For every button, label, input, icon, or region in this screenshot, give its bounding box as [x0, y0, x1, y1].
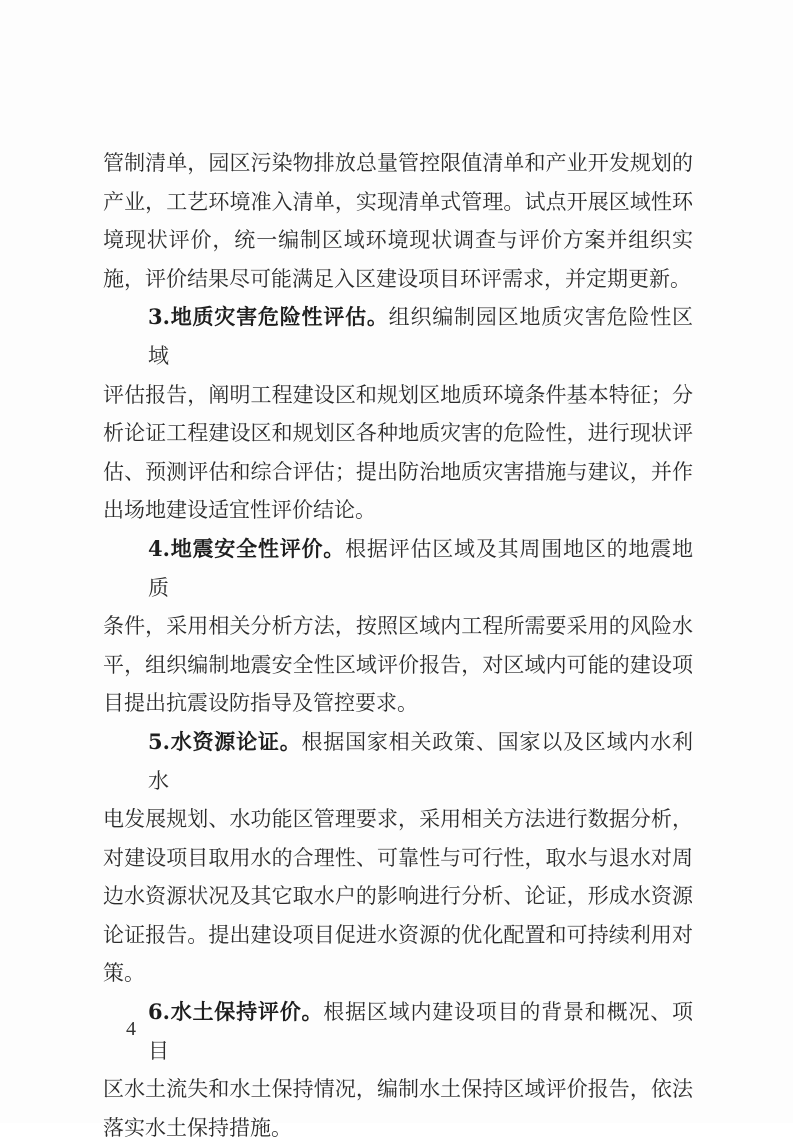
line-text: 析论证工程建设区和规划区各种地质灾害的危险性，进行现状评: [103, 421, 693, 446]
section-heading: 6.水土保持评价。: [148, 999, 324, 1025]
text-line: [103, 993, 693, 1070]
numbered-paragraph: [103, 723, 693, 993]
line-text: 条件，采用相关分析方法，按照区域内工程所需要采用的风险水: [103, 614, 693, 639]
text-line: [103, 916, 693, 955]
line-text: 根据国家相关政策、国家以及区域内水利水: [148, 729, 693, 793]
section-heading: 5.水资源论证。: [148, 728, 302, 754]
text-line: [103, 183, 693, 222]
text-line: [103, 453, 693, 492]
text-line: [103, 221, 693, 260]
section-heading: 3.地质灾害危险性评估。: [148, 304, 389, 330]
line-text: 目提出抗震设防指导及管控要求。: [103, 691, 418, 716]
text-line: [103, 684, 693, 723]
paragraph: [103, 144, 693, 298]
line-text: 组织编制园区地质灾害危险性区域: [148, 305, 693, 368]
numbered-paragraph: [103, 993, 693, 1147]
text-line: [103, 376, 693, 415]
line-text: 根据区域内建设项目的背景和概况、项目: [148, 1000, 693, 1063]
line-text: 边水资源状况及其它取水户的影响进行分析、论证，形成水资源: [103, 884, 693, 909]
line-text: 区水土流失和水土保持情况，编制水土保持区域评价报告，依法: [103, 1077, 693, 1102]
line-text: 管制清单，园区污染物排放总量管控限值清单和产业开发规划的: [103, 151, 693, 175]
text-line: [103, 954, 693, 993]
page-number: 4: [126, 1018, 136, 1040]
document-body: [103, 144, 693, 1147]
line-text: 对建设项目取用水的合理性、可靠性与可行性，取水与退水对周: [103, 845, 693, 870]
text-line: [103, 1109, 693, 1147]
line-text: 落实水土保持措施。: [103, 1115, 292, 1140]
line-text: 产业，工艺环境准入清单，实现清单式管理。试点开展区域性环: [103, 189, 693, 214]
text-line: [103, 800, 693, 839]
text-line: [103, 144, 693, 183]
text-line: [103, 414, 693, 453]
text-line: [103, 260, 693, 299]
line-text: 根据评估区域及其周围地区的地震地质: [148, 536, 693, 600]
line-text: 估、预测评估和综合评估；提出防治地质灾害措施与建议，并作: [103, 459, 693, 484]
line-text: 施，评价结果尽可能满足入区建设项目环评需求，并定期更新。: [103, 266, 691, 291]
numbered-paragraph: [103, 530, 693, 723]
line-text: 策。: [103, 961, 145, 986]
line-text: 境现状评价，统一编制区域环境现状调查与评价方案并组织实: [103, 228, 693, 253]
text-line: [103, 298, 693, 375]
text-line: [103, 607, 693, 646]
numbered-paragraph: [103, 298, 693, 530]
line-text: 评估报告，阐明工程建设区和规划区地质环境条件基本特征；分: [103, 382, 693, 407]
text-line: [103, 646, 693, 685]
line-text: 电发展规划、水功能区管理要求，采用相关方法进行数据分析，: [103, 807, 693, 832]
section-heading: 4.地震安全性评价。: [148, 535, 346, 561]
line-text: 论证报告。提出建设项目促进水资源的优化配置和可持续利用对: [103, 922, 693, 947]
text-line: [103, 1070, 693, 1109]
text-line: [103, 723, 693, 800]
text-line: [103, 877, 693, 916]
text-line: [103, 530, 693, 607]
line-text: 出场地建设适宜性评价结论。: [103, 498, 376, 523]
line-text: 平，组织编制地震安全性区域评价报告，对区域内可能的建设项: [103, 652, 693, 677]
text-line: [103, 839, 693, 878]
text-line: [103, 491, 693, 530]
